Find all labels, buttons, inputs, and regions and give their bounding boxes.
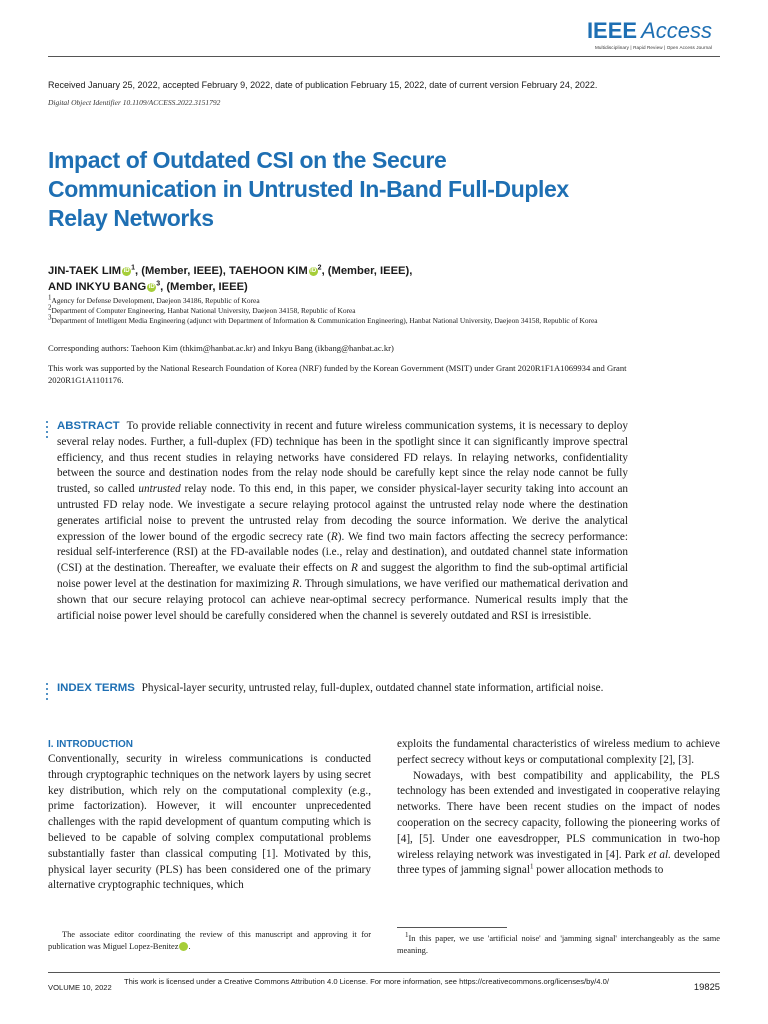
- affiliation-text: Department of Intelligent Media Engineering (adjunct with Department of Information & Communication Engineering), Hanbat National University, Daejeon 34158, Republic of Korea: [51, 316, 598, 326]
- volume-label: VOLUME 10, 2022: [48, 983, 112, 992]
- affil-mark: 2: [48, 303, 52, 312]
- affil-mark: 3: [48, 313, 52, 322]
- footnote-rule: [397, 927, 507, 928]
- r-symbol: R: [292, 577, 300, 590]
- body-paragraph: Conventionally, security in wireless communications is conducted through cryptographic techniques on the network layers by using secret key distribution, which rely on the computational complexity (e.g., prime factorization). However, it will encounter unprecedented challenges with the rapid development of quantum computing which is believed to be capable of solving complex computational problems substantially faster than classical computing [1]. Motivated by this, physical layer security (PLS) has been considered one of the primary alternative cryptographic techniques, which: [48, 753, 371, 892]
- body-paragraph: exploits the fundamental characteristics of wireless medium to achieve perfect secrecy without keys or computational complexity [2], [3].: [397, 738, 720, 766]
- abstract-emphasis: untrusted: [138, 483, 181, 496]
- footnote-mark[interactable]: 1: [529, 862, 534, 871]
- abstract-text: ). We find two main factors affecting the secrecy performance: residual self-interference (RSI) at the FD-available nodes (i.e., relay and destination), and outdated channel state information (CSI) at the destination. Thereafter, we evaluate their effects on: [57, 530, 628, 575]
- abstract-text: To provide reliable connectivity in recent and future wireless communication systems, it is necessary to deploy several relay nodes. Further, a full-duplex (FD) technique has been in the spotlight since it can significantly improve spectral efficiency, and thus recent studies in relaying networks have considered FD relays. In relaying networks, confidentiality between the source and destination nodes from the relay node should be carefully kept since the relay node cannot be fully trusted, so called: [57, 420, 628, 496]
- author-name: TAEHOON KIM: [228, 265, 308, 277]
- orcid-icon[interactable]: iD: [148, 284, 155, 290]
- footnote-mark: 1: [405, 931, 409, 940]
- affil-mark: 1: [48, 293, 52, 302]
- license-text[interactable]: This work is licensed under a Creative Commons Attribution 4.0 License. For more information, see https://creativecommons.org/licenses/by/4.0/: [124, 977, 609, 986]
- affiliation-text: Agency for Defense Development, Daejeon 34186, Republic of Korea: [51, 296, 260, 305]
- body-column-right: [397, 737, 720, 879]
- affil-mark: 2: [317, 264, 322, 272]
- affiliation-item: [48, 303, 628, 316]
- author-name: JIN-TAEK LIM: [48, 265, 122, 277]
- author-name: AND INKYU BANG: [48, 281, 147, 293]
- author-role: , (Member, IEEE): [160, 281, 248, 293]
- index-terms-text: Physical-layer security, untrusted relay, full-duplex, outdated channel state information, artificial noise.: [141, 682, 604, 694]
- editor-footnote: The associate editor coordinating the review of this manuscript and approving it for publication was Miguel Lopez-Benitez iD.: [48, 930, 371, 951]
- affil-mark: 1: [131, 264, 136, 272]
- body-text: developed three types of jamming signal: [397, 848, 721, 877]
- index-terms: [57, 681, 628, 697]
- abstract: [57, 419, 628, 624]
- orcid-icon[interactable]: iD: [179, 942, 188, 951]
- body-text: power allocation methods to: [536, 864, 664, 877]
- abstract-text: . Through simulations, we have verified our mathematical derivation and shown that our secure relaying protocol can achieve near-optimal secrecy performance. Numerical results imply that the artificial noise power level should be carefully considered when the channel is severely outdated and RSI is irresistible.: [57, 577, 629, 622]
- body-paragraph: [397, 769, 720, 880]
- abstract-text: relay node. To this end, in this paper, we consider physical-layer security taking into account an untrusted FD relay node. We investigate a secure relaying protocol against the untrusted relay node where the destination generates artificial noise to prevent the untrusted relay from decoding the source information. We derive the analytical expression of the lower bound of the ergodic secrecy rate (: [57, 483, 629, 543]
- body-column-left: [48, 737, 371, 894]
- author-list: [48, 263, 648, 295]
- author-role: , (Member, IEEE),: [135, 265, 226, 277]
- affiliation-item: [48, 293, 628, 306]
- received-dates: Received January 25, 2022, accepted February 9, 2022, date of publication February 15, 2022, date of current version February 24, 2022.: [48, 80, 598, 90]
- footer-rule: [48, 972, 720, 973]
- corresponding-authors: Corresponding authors: Taehoon Kim (thkim@hanbat.ac.kr) and Inkyu Bang (ikbang@hanbat.ac.kr): [48, 343, 394, 353]
- logo-tagline: Multidisciplinary | Rapid Review | Open Access Journal: [594, 45, 712, 50]
- abstract-label: ABSTRACT: [57, 420, 120, 432]
- affiliation-text: Department of Computer Engineering, Hanbat National University, Daejeon 34158, Republic of Korea: [51, 306, 356, 316]
- affiliation-item: [48, 313, 628, 326]
- header-rule: [48, 56, 720, 57]
- index-terms-marker: [46, 683, 50, 703]
- orcid-icon[interactable]: iD: [123, 268, 130, 274]
- abstract-text: and suggest the algorithm to find the sub-optimal artificial noise power level at the destination for maximizing: [57, 562, 629, 590]
- affil-mark: 3: [156, 280, 161, 288]
- logo-ieee: IEEE: [586, 18, 638, 43]
- journal-logo: [587, 20, 712, 50]
- r-symbol: R: [350, 562, 358, 575]
- r-symbol: R: [330, 530, 338, 543]
- section-heading: I. INTRODUCTION: [48, 739, 133, 750]
- footnote-text: In this paper, we use 'artificial noise' and 'jamming signal' interchangeably as the same meaning.: [397, 934, 720, 955]
- index-terms-label: INDEX TERMS: [57, 682, 135, 694]
- funding-note: This work was supported by the National Research Foundation of Korea (NRF) funded by the Korean Government (MSIT) under Grant 2020R1F1A1069934 and Grant 2020R1G1A1101176.: [48, 363, 627, 385]
- doi[interactable]: Digital Object Identifier 10.1109/ACCESS.2022.3151792: [48, 98, 221, 107]
- author-role: , (Member, IEEE),: [321, 265, 413, 277]
- affiliations: [48, 293, 628, 327]
- body-emphasis: et al.: [648, 848, 671, 861]
- footnote-text: The associate editor coordinating the review of this manuscript and approving it for publication was Miguel Lopez-Benitez: [48, 930, 371, 951]
- body-text: Nowadays, with best compatibility and applicability, the PLS technology has been extended and investigated in cooperative relaying networks. There have been recent studies on the impact of nodes cooperation on the secrecy capacity, following the pioneering works of [4], [5]. Under one eavesdropper, PLS communication in two-hop wireless relaying network was investigated in [4]. Park: [397, 769, 720, 861]
- footnote: [397, 933, 720, 957]
- abstract-marker: [46, 421, 50, 441]
- logo-access: Access: [641, 18, 712, 43]
- paper-title: Impact of Outdated CSI on the Secure Communication in Untrusted In-Band Full-Duplex Relay Networks: [48, 147, 569, 231]
- orcid-icon[interactable]: iD: [310, 268, 317, 274]
- page-number: 19825: [693, 981, 720, 992]
